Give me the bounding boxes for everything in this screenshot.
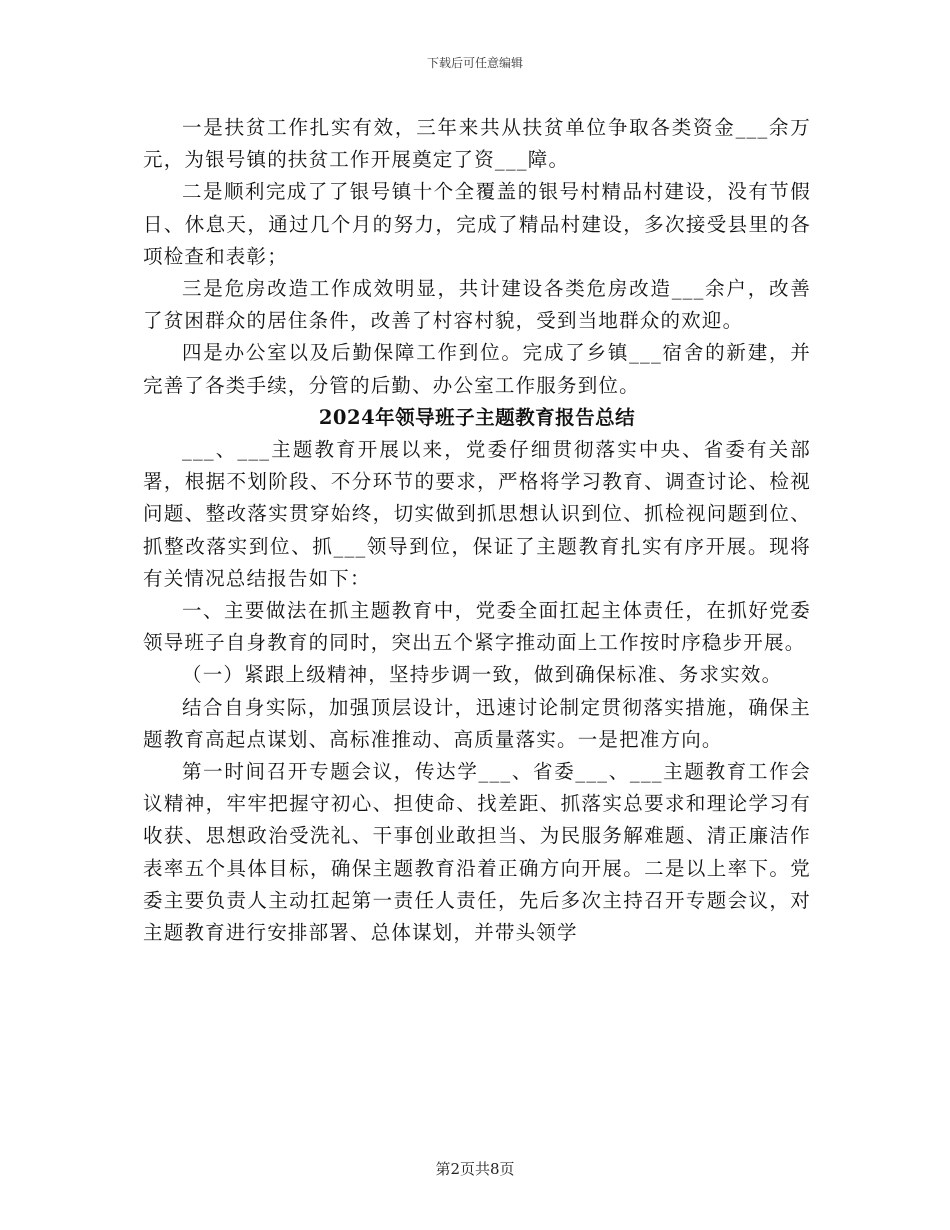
document-body: [143, 112, 811, 949]
page-header: 下载后可任意编辑: [426, 56, 523, 70]
paragraph-main-methods: 一、主要做法在抓主题教育中，党委全面扛起主体责任，在抓好党委领导班子自身教育的同时，突出五个紧字推动面上工作按时序稳步开展。: [143, 599, 811, 655]
paragraph-village-construction: 二是顺利完成了了银号镇十个全覆盖的银号村精品村建设，没有节假日、休息天，通过几个月的努力，完成了精品村建设，多次接受县里的各项检查和表彰；: [143, 180, 811, 268]
page-footer: 第2页共8页: [435, 1160, 515, 1178]
paragraph-meeting: 第一时间召开专题会议，传达学___、省委___、___主题教育工作会议精神，牢牢把握守初心、担使命、找差距、抓落实总要求和理论学习有收获、思想政治受洗礼、干事创业敢担当、为民服务解难题、清正廉洁作表率五个具体目标，确保主题教育沿着正确方向开展。二是以上率下。党委主要负责人主动扛起第一责任人责任，先后多次主持召开专题会议，对主题教育进行安排部署、总体谋划，并带头领学: [143, 760, 811, 945]
paragraph-subheading-one: （一）紧跟上级精神，坚持步调一致，做到确保标准、务求实效。: [182, 663, 783, 687]
section-title: 2024年领导班子主题教育报告总结: [318, 405, 636, 429]
paragraph-intro: ___、___主题教育开展以来，党委仔细贯彻落实中央、省委有关部署，根据不划阶段、不分环节的要求，严格将学习教育、调查讨论、检视问题、整改落实贯穿始终，切实做到抓思想认识到位、抓检视问题到位、抓整改落实到位、抓___领导到位，保证了主题教育扎实有序开展。现将有关情况总结报告如下：: [143, 438, 811, 590]
paragraph-design: 结合自身实际，加强顶层设计，迅速讨论制定贯彻落实措施，确保主题教育高起点谋划、高标准推动、高质量落实。一是把准方向。: [143, 695, 811, 751]
paragraph-poverty-relief: 一是扶贫工作扎实有效，三年来共从扶贫单位争取各类资金___余万元，为银号镇的扶贫工作开展奠定了资___障。: [143, 116, 811, 172]
paragraph-housing-renovation: 三是危房改造工作成效明显，共计建设各类危房改造___余户，改善了贫困群众的居住条件，改善了村容村貌，受到当地群众的欢迎。: [143, 277, 811, 333]
paragraph-office-logistics: 四是办公室以及后勤保障工作到位。完成了乡镇___宿舍的新建，并完善了各类手续，分管的后勤、办公室工作服务到位。: [143, 341, 811, 397]
